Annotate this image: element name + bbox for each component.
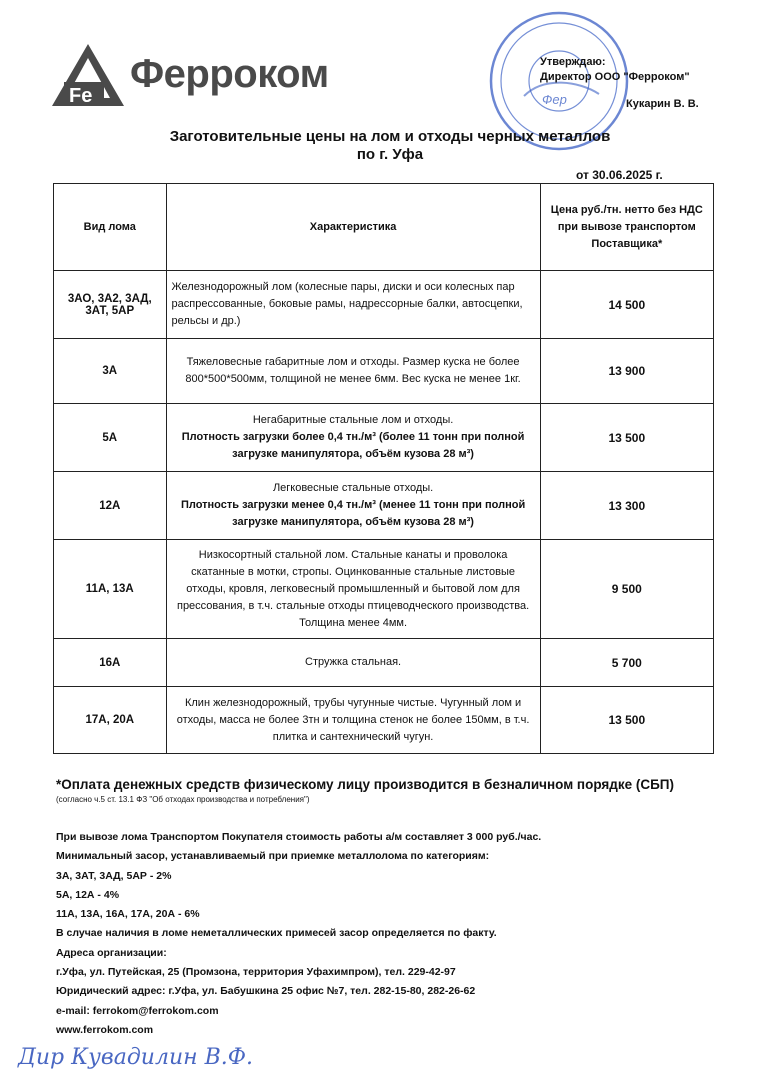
row-description-text: Легковесные стальные отходы. xyxy=(272,482,434,494)
row-price: 13 500 xyxy=(540,687,713,754)
row-category: 16А xyxy=(54,639,167,687)
row-description-bold: Плотность загрузки менее 0,4 тн./м³ (менее 11 тонн при полной загрузке манипулятора, объём кузова 28 м³) xyxy=(180,499,526,528)
handwritten-signature xyxy=(14,1030,254,1078)
row-price: 9 500 xyxy=(540,540,713,639)
table-row xyxy=(54,540,714,639)
note-line: 3А, 3АТ, 3АД, 5АР - 2% xyxy=(56,869,172,882)
table-row xyxy=(54,271,714,339)
note-line: 5А, 12А - 4% xyxy=(56,888,120,901)
note-line: Адреса организации: xyxy=(56,946,167,959)
row-description-bold: Плотность загрузки более 0,4 тн./м³ (более 11 тонн при полной загрузке манипулятора, объём кузова 28 м³) xyxy=(181,431,525,460)
logo-text: Ферроком xyxy=(130,52,329,96)
row-description: Стружка стальная. xyxy=(166,639,540,687)
row-category: 5А xyxy=(54,404,167,472)
approval-signatory: Кукарин В. В. xyxy=(626,98,699,110)
table-row xyxy=(54,339,714,404)
row-price: 13 900 xyxy=(540,339,713,404)
price-table xyxy=(53,183,714,754)
row-price: 13 500 xyxy=(540,404,713,472)
note-line: 11А, 13А, 16А, 17А, 20А - 6% xyxy=(56,908,200,921)
row-category: 17А, 20А xyxy=(54,687,167,754)
row-price: 14 500 xyxy=(540,271,713,339)
table-row xyxy=(54,472,714,540)
row-description: Низкосортный стальной лом. Стальные канаты и проволока скатанные в мотки, стропы. Оцинкованные стальные листовые отходы, кровля, легковесный промышленный и бытовой лом для прессования, в т.ч. стальные отходы птицеводческого производства. Толщина менее 4мм. xyxy=(166,540,540,639)
svg-text:Fe: Fe xyxy=(69,85,93,107)
table-row xyxy=(54,687,714,754)
payment-law: (согласно ч.5 ст. 13.1 ФЗ "Об отходах производства и потребления") xyxy=(56,795,310,804)
company-logo xyxy=(50,42,350,110)
document-title xyxy=(100,128,680,164)
note-line: e-mail: ferrokom@ferrokom.com xyxy=(56,1004,219,1017)
note-line: При вывозе лома Транспортом Покупателя стоимость работы а/м составляет 3 000 руб./час. xyxy=(56,831,542,843)
approval-line1: Утверждаю: xyxy=(540,56,606,68)
row-description-text: Негабаритные стальные лом и отходы. xyxy=(252,414,454,426)
header-category: Вид лома xyxy=(54,184,167,271)
approval-block xyxy=(540,55,699,112)
table-header-row xyxy=(54,184,714,271)
note-line: Юридический адрес: г.Уфа, ул. Бабушкина 25 офис №7, тел. 282-15-80, 282-26-62 xyxy=(56,985,476,998)
note-line: г.Уфа, ул. Путейская, 25 (Промзона, территория Уфахимпром), тел. 229-42-97 xyxy=(56,966,456,979)
note-line: В случае наличия в ломе неметаллических примесей засор определяется по факту. xyxy=(56,927,497,940)
row-description xyxy=(166,404,540,472)
svg-text:Дир Кувадилин В.Ф.: Дир Кувадилин В.Ф. xyxy=(18,1045,254,1070)
title-line2: по г. Уфа xyxy=(356,146,424,163)
approval-line2: Директор ООО "Ферроком" xyxy=(540,71,690,83)
table-row xyxy=(54,639,714,687)
note-line: www.ferrokom.com xyxy=(56,1023,154,1036)
title-line1: Заготовительные цены на лом и отходы черных металлов xyxy=(169,128,611,145)
row-category: 3АО, 3А2, 3АД, 3АТ, 5АР xyxy=(54,271,167,339)
notes-block xyxy=(56,828,746,1040)
row-category: 3А xyxy=(54,339,167,404)
row-price: 5 700 xyxy=(540,639,713,687)
row-description: Тяжеловесные габаритные лом и отходы. Размер куска не более 800*500*500мм, толщиной не менее 6мм. Вес куска не менее 1кг. xyxy=(166,339,540,404)
table-row xyxy=(54,404,714,472)
row-description: Железнодорожный лом (колесные пары, диски и оси колесных пар распрессованные, боковые рамы, надрессорные балки, автосцепки, рельсы и др.) xyxy=(166,271,540,339)
row-category: 12А xyxy=(54,472,167,540)
header-price: Цена руб./тн. нетто без НДС при вывозе транспортом Поставщика* xyxy=(540,184,713,271)
header-description: Характеристика xyxy=(166,184,540,271)
svg-text:Фер: Фер xyxy=(542,92,567,107)
document-date: от 30.06.2025 г. xyxy=(576,168,663,182)
row-category: 11А, 13А xyxy=(54,540,167,639)
row-description: Клин железнодорожный, трубы чугунные чистые. Чугунный лом и отходы, масса не более 3тн и толщина стенок не более 150мм, в т.ч. плитка и сантехнический чугун. xyxy=(166,687,540,754)
note-line: Минимальный засор, устанавливаемый при приемке металлолома по категориям: xyxy=(56,850,490,863)
row-description xyxy=(166,472,540,540)
row-price: 13 300 xyxy=(540,472,713,540)
payment-note: *Оплата денежных средств физическому лицу производится в безналичном порядке (СБП) xyxy=(56,777,675,792)
logo-triangle-icon xyxy=(50,42,126,108)
